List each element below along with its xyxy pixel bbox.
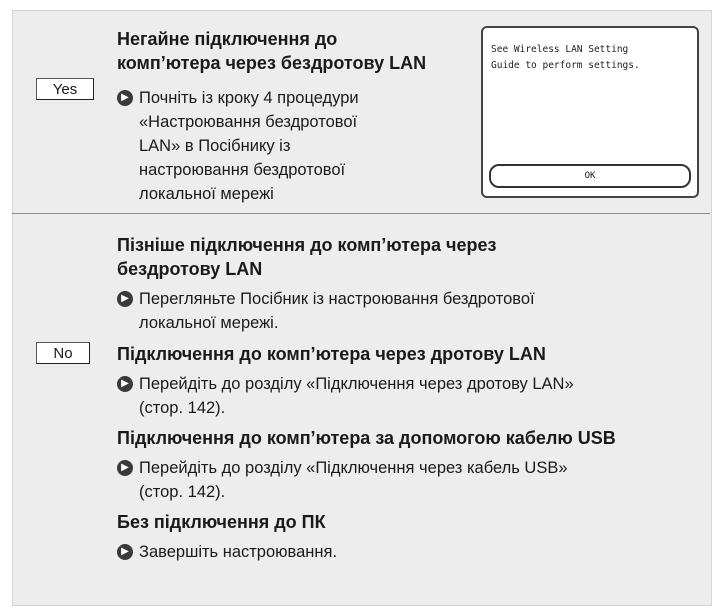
no-option1-heading-line2: бездротову LAN <box>117 259 263 279</box>
yes-instruction-line2: «Настроювання бездротової <box>139 113 358 131</box>
screen-ok-button: OK <box>489 164 691 188</box>
yes-button-label: Yes <box>36 78 94 100</box>
no-option2-heading: Підключення до комп’ютера через дротову LAN <box>117 344 546 364</box>
circle-arrow-right-icon: ▶ <box>117 544 133 560</box>
no-option2-instruction-line1: Перейдіть до розділу «Підключення через дротову LAN» <box>139 375 574 393</box>
screen-message-line2: Guide to perform settings. <box>491 60 640 71</box>
yes-heading-line1: Негайне підключення до <box>117 29 338 49</box>
section-divider <box>12 213 710 214</box>
no-option4-instruction <box>117 540 697 564</box>
no-option1-instruction-line2: локальної мережі. <box>139 314 279 332</box>
no-option2-instruction-line2: (стор. 142). <box>139 399 226 417</box>
yes-instruction-line4: настроювання бездротової <box>139 161 346 179</box>
screen-message-line1: See Wireless LAN Setting <box>491 44 629 55</box>
no-option3-heading: Підключення до комп’ютера за допомогою кабелю USB <box>117 428 616 448</box>
yes-instruction-line5: локальної мережі <box>139 185 274 203</box>
no-option1-instruction-line1: Перегляньте Посібник із настроювання бездротової <box>139 290 535 308</box>
yes-instruction-line1: Почніть із кроку 4 процедури <box>139 89 359 107</box>
no-option4-heading: Без підключення до ПК <box>117 512 326 532</box>
circle-arrow-right-icon: ▶ <box>117 376 133 392</box>
no-option4-instruction-line1: Завершіть настроювання. <box>139 543 338 561</box>
screen-message <box>491 42 691 74</box>
circle-arrow-right-icon: ▶ <box>117 291 133 307</box>
no-option3-instruction-line2: (стор. 142). <box>139 483 226 501</box>
yes-heading-line2: комп’ютера через бездротову LAN <box>117 53 427 73</box>
yes-instruction <box>117 86 457 206</box>
no-button-label: No <box>36 342 90 364</box>
no-option1-heading-line1: Пізніше підключення до комп’ютера через <box>117 235 497 255</box>
circle-arrow-right-icon: ▶ <box>117 90 133 106</box>
circle-arrow-right-icon: ▶ <box>117 460 133 476</box>
no-option3-instruction <box>117 456 697 504</box>
no-option3-instruction-line1: Перейдіть до розділу «Підключення через кабель USB» <box>139 459 568 477</box>
no-option2-instruction <box>117 372 697 420</box>
no-option1-instruction <box>117 287 697 335</box>
printer-screen <box>481 26 699 198</box>
yes-instruction-line3: LAN» в Посібнику із <box>139 137 291 155</box>
